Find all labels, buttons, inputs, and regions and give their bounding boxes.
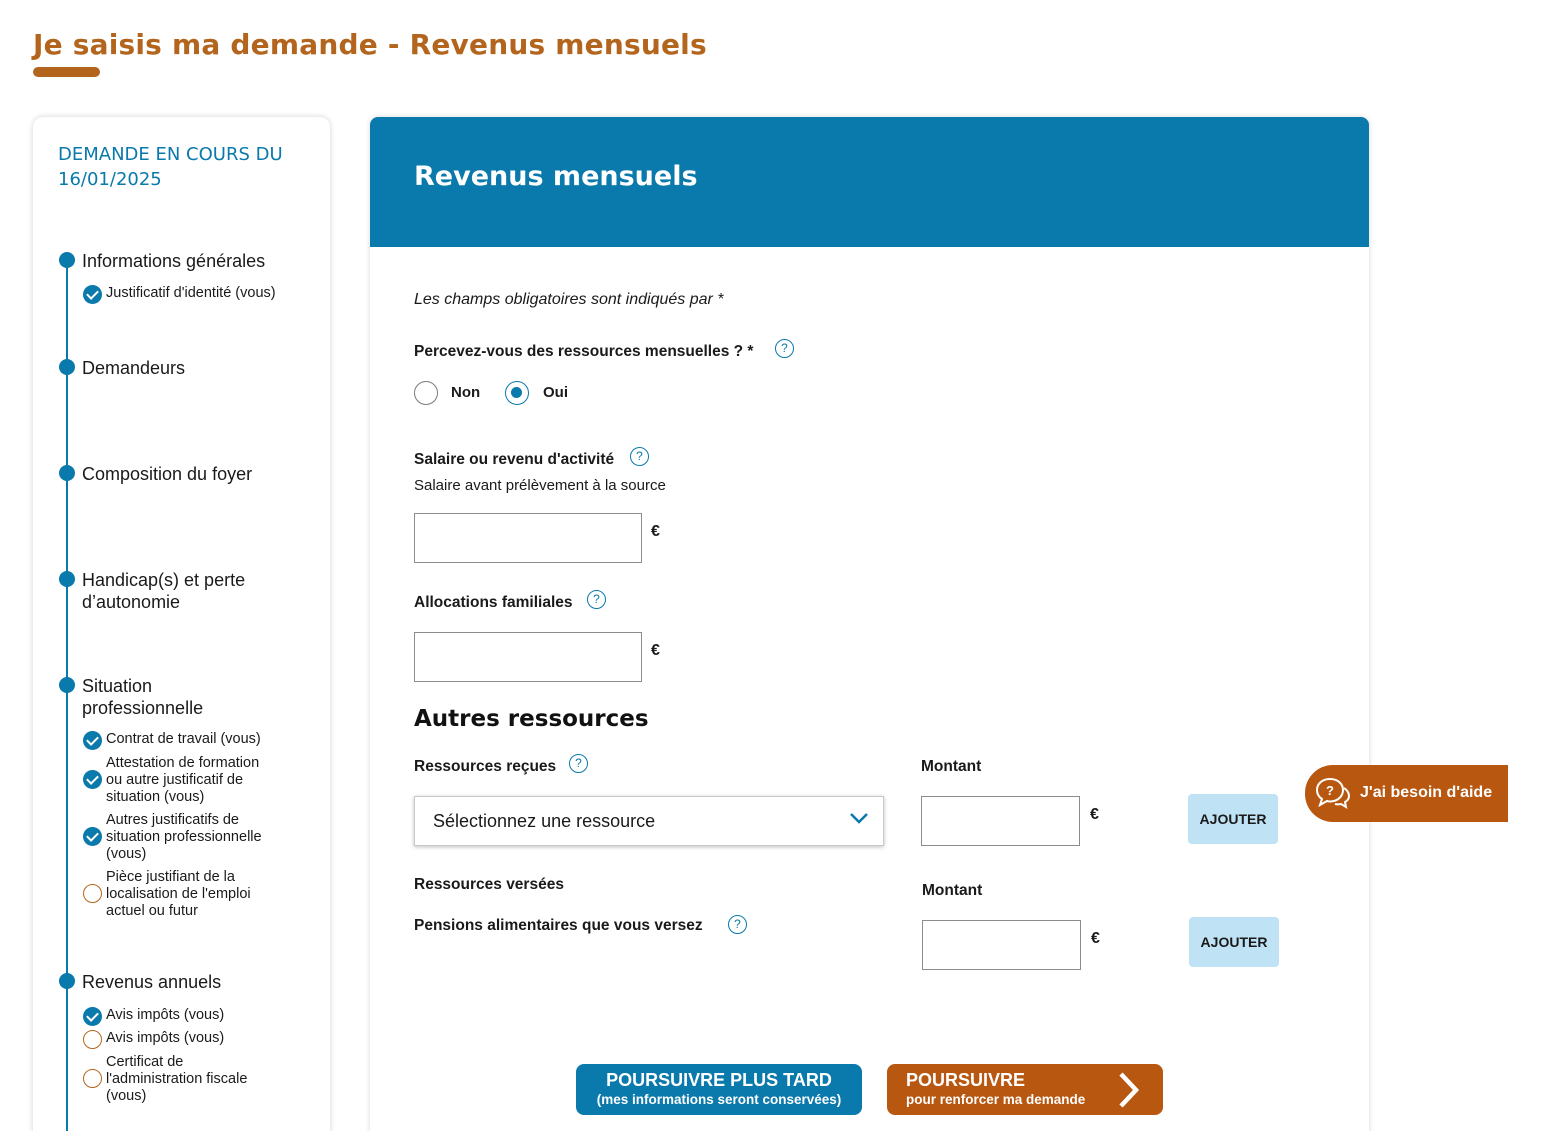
- progress-sidebar: [33, 117, 330, 1131]
- sub-item-label: Autres justificatifs de situation professionnelle (vous): [106, 812, 262, 862]
- salary-hint: Salaire avant prélèvement à la source: [414, 477, 666, 494]
- help-icon[interactable]: ?: [569, 754, 588, 773]
- sub-item-label: Avis impôts (vous): [106, 1007, 225, 1023]
- continue-later-button[interactable]: [576, 1064, 862, 1115]
- received-label: Ressources reçues: [414, 758, 557, 775]
- sub-item-label: Pièce justifiant de la localisation de l'emploi actuel ou futur: [106, 869, 251, 919]
- step-dot: [59, 973, 75, 989]
- empty-circle-icon: [83, 1030, 102, 1049]
- currency-symbol: €: [651, 642, 660, 659]
- radio-non-label: Non: [451, 384, 481, 401]
- sub-item-label: Justificatif d'identité (vous): [106, 285, 276, 301]
- pension-label: Pensions alimentaires que vous versez: [414, 917, 703, 934]
- panel-title: Revenus mensuels: [414, 161, 698, 192]
- chevron-down-icon: [849, 811, 869, 825]
- chevron-right-icon: [1117, 1071, 1141, 1109]
- step-dot: [59, 677, 75, 693]
- step-label: Revenus annuels: [82, 972, 222, 992]
- alloc-input[interactable]: [414, 632, 642, 682]
- amount-label: Montant: [922, 882, 983, 899]
- received-amount-input[interactable]: [921, 796, 1080, 846]
- continue-later-sublabel: (mes informations seront conservées): [596, 1092, 842, 1107]
- step-dot: [59, 571, 75, 587]
- step-dot: [59, 359, 75, 375]
- sub-item-label: Certificat de l'administration fiscale (vous): [106, 1054, 248, 1104]
- step-label: Composition du foyer: [82, 464, 253, 484]
- check-icon: [83, 731, 102, 750]
- radio-non[interactable]: [414, 381, 438, 405]
- title-underline: [33, 67, 100, 77]
- help-icon[interactable]: ?: [587, 590, 606, 609]
- page-title: Je saisis ma demande - Revenus mensuels: [33, 28, 707, 61]
- paid-label: Ressources versées: [414, 876, 564, 893]
- radio-oui[interactable]: [505, 381, 529, 405]
- help-tab-button[interactable]: [1305, 765, 1508, 822]
- help-icon[interactable]: ?: [775, 339, 794, 358]
- add-received-button[interactable]: AJOUTER: [1188, 794, 1278, 844]
- resource-select-value: Sélectionnez une ressource: [433, 811, 656, 831]
- sub-item-label: Contrat de travail (vous): [106, 731, 261, 747]
- help-icon[interactable]: ?: [728, 915, 747, 934]
- check-icon: [83, 1007, 102, 1026]
- step-dot: [59, 465, 75, 481]
- svg-text:?: ?: [1326, 783, 1334, 798]
- panel-header: [370, 117, 1369, 247]
- salary-label: Salaire ou revenu d'activité: [414, 451, 615, 468]
- sub-item-label: Attestation de formation ou autre justificatif de situation (vous): [106, 755, 260, 805]
- form-panel: [370, 117, 1369, 1131]
- amount-label: Montant: [921, 758, 982, 775]
- step-dot: [59, 252, 75, 268]
- resource-select[interactable]: [414, 796, 884, 846]
- timeline-line: [66, 260, 68, 1131]
- pension-amount-input[interactable]: [922, 920, 1081, 970]
- empty-circle-icon: [83, 884, 102, 903]
- sub-item-label: Avis impôts (vous): [106, 1030, 225, 1046]
- resources-question: Percevez-vous des ressources mensuelles ? *: [414, 343, 754, 360]
- check-icon: [83, 770, 102, 789]
- step-label: Demandeurs: [82, 358, 186, 378]
- currency-symbol: €: [1091, 930, 1100, 947]
- request-date-label: DEMANDE EN COURS DU 16/01/2025: [58, 144, 283, 190]
- help-tab-label: J'ai besoin d'aide: [1360, 784, 1493, 801]
- step-label: Situation professionnelle: [82, 676, 204, 718]
- other-resources-title: Autres ressources: [414, 706, 649, 732]
- help-icon[interactable]: ?: [630, 447, 649, 466]
- step-label: Informations générales: [82, 251, 266, 271]
- continue-later-label: POURSUIVRE PLUS TARD: [606, 1070, 832, 1090]
- check-icon: [83, 827, 102, 846]
- chat-help-icon: [1315, 775, 1351, 811]
- continue-button[interactable]: [887, 1064, 1163, 1115]
- currency-symbol: €: [1090, 806, 1099, 823]
- continue-sublabel: pour renforcer ma demande: [906, 1092, 1086, 1107]
- check-icon: [83, 285, 102, 304]
- continue-label: POURSUIVRE: [906, 1070, 1026, 1090]
- step-label: Handicap(s) et perte d’autonomie: [82, 570, 246, 612]
- empty-circle-icon: [83, 1069, 102, 1088]
- required-note: Les champs obligatoires sont indiqués par *: [414, 291, 724, 308]
- currency-symbol: €: [651, 523, 660, 540]
- radio-oui-label: Oui: [543, 384, 568, 401]
- salary-input[interactable]: [414, 513, 642, 563]
- alloc-label: Allocations familiales: [414, 594, 573, 611]
- add-pension-button[interactable]: AJOUTER: [1189, 917, 1279, 967]
